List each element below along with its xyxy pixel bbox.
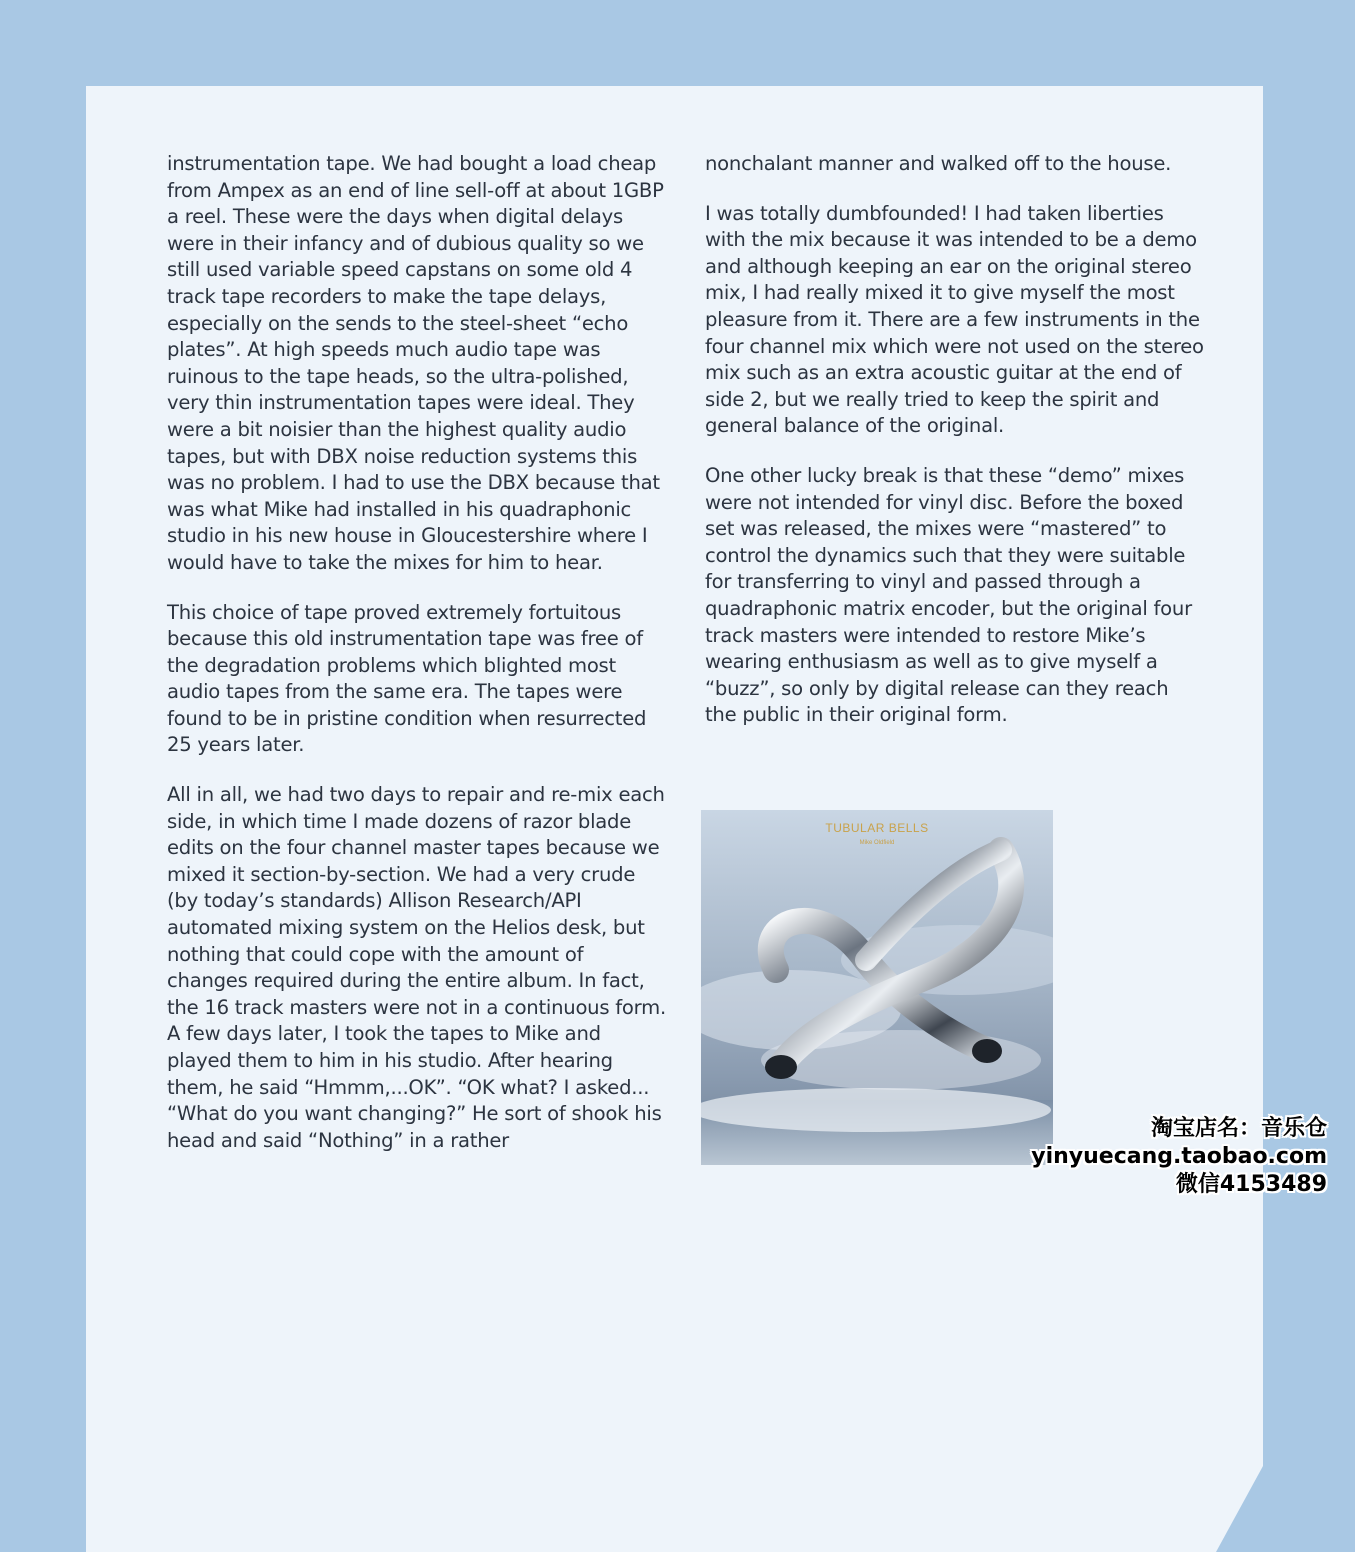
left-text-column (167, 151, 667, 1177)
watermark-wechat: 微信4153489 (1175, 1172, 1327, 1197)
tubular-bells-artwork (701, 810, 1053, 1165)
watermark-store-name: 淘宝店名：音乐仓 (1150, 1116, 1327, 1141)
paragraph: nonchalant manner and walked off to the house. (705, 152, 1172, 175)
right-text-column (705, 151, 1205, 752)
paragraph: instrumentation tape. We had bought a load cheap from Ampex as an end of line sell-off at about 1GBP a reel. These were the days when digital delays were in their infancy and of dubious quality so we still used variable speed capstans on some old 4 track tape recorders to make the tape delays, especially on the sends to the steel-sheet “echo plates”. At high speeds much audio tape was ruinous to the tape heads, so the ultra-polished, very thin instrumentation tapes were ideal. They were a bit noisier than the highest quality audio tapes, but with DBX noise reduction systems this was no problem. I had to use the DBX because that was what Mike had installed in his quadraphonic studio in his new house in Gloucestershire where I would have to take the mixes for him to hear. (167, 152, 664, 574)
cover-title: TUBULAR BELLS (825, 821, 929, 835)
watermark-url: yinyuecang.taobao.com (1031, 1144, 1327, 1169)
store-watermark (1031, 1115, 1327, 1199)
paragraph: All in all, we had two days to repair and re-mix each side, in which time I made dozens of razor blade edits on the four channel master tapes because we mixed it section-by-section. We had a very crude (by today’s standards) Allison Research/API automated mixing system on the Helios desk, but nothing that could cope with the amount of changes required during the entire album. In fact, the 16 track masters were not in a continuous form. A few days later, I took the tapes to Mike and played them to him in his studio. After hearing them, he said “Hmmm,...OK”. “OK what? I asked... “What do you want changing?” He sort of shook his head and said “Nothing” in a rather (167, 783, 666, 1152)
paragraph: This choice of tape proved extremely fortuitous because this old instrumentation tape was free of the degradation problems which blighted most audio tapes from the same era. The tapes were found to be in pristine condition when resurrected 25 years later. (167, 600, 647, 757)
paragraph: One other lucky break is that these “demo” mixes were not intended for vinyl disc. Before the boxed set was released, the mixes were “mastered” to control the dynamics such that they were suitable for transferring to vinyl and passed through a quadraphonic matrix encoder, but the original four track masters were intended to restore Mike’s wearing enthusiasm as well as to give myself a “buzz”, so only by digital release can they reach the public in their original form. (705, 463, 1192, 727)
paragraph: I was totally dumbfounded! I had taken liberties with the mix because it was intended to be a demo and although keeping an ear on the original stereo mix, I had really mixed it to give myself the most pleasure from it. There are a few instruments in the four channel mix which were not used on the stereo mix such as an extra acoustic guitar at the end of side 2, but we really tried to keep the spirit and general balance of the original. (705, 201, 1204, 438)
cover-artist: Mike Oldfield (859, 840, 895, 846)
album-cover-image (701, 810, 1053, 1165)
